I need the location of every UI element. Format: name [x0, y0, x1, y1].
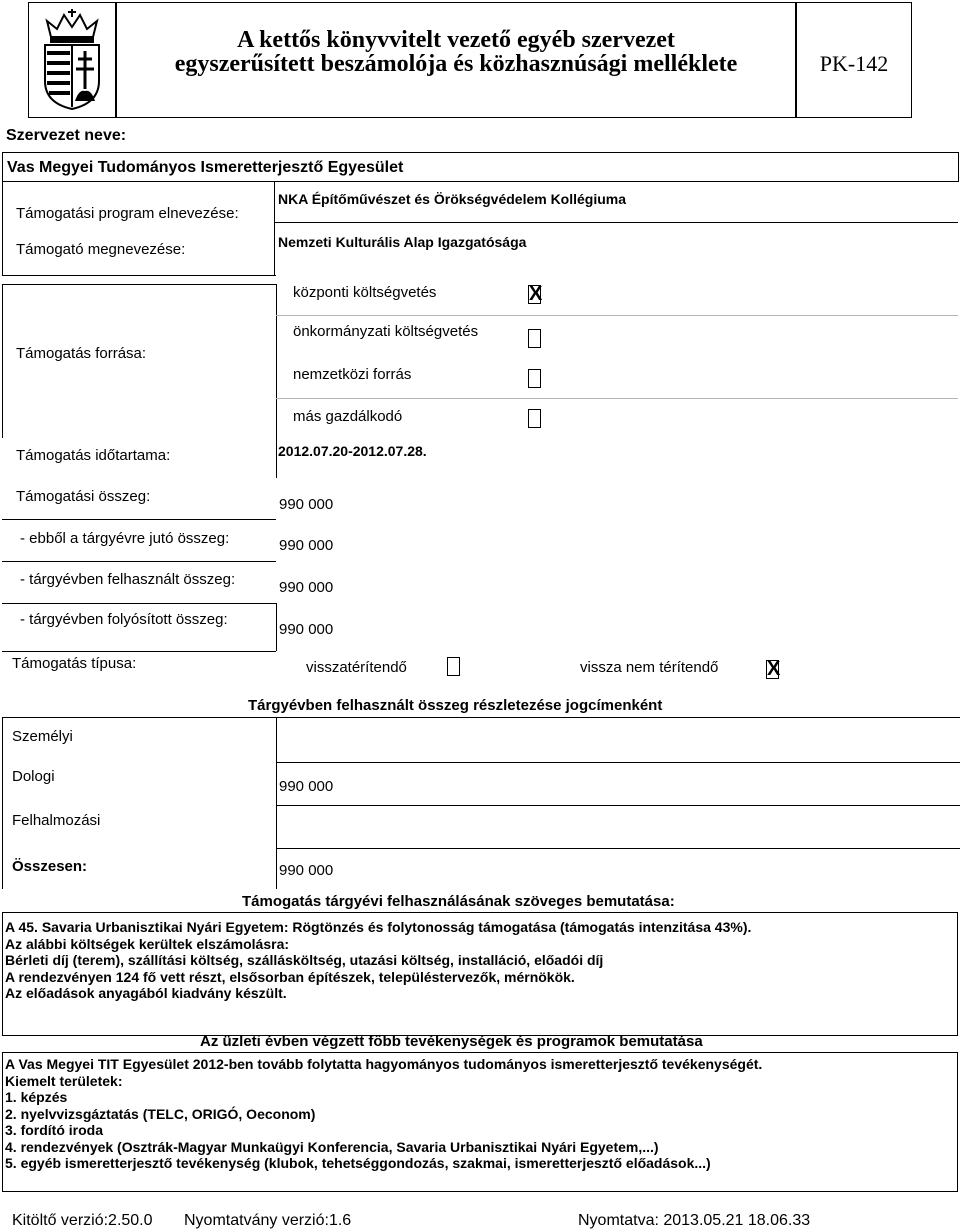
text-line: Az előadások anyagából kiadvány készült.	[5, 985, 287, 1001]
breakdown-total-value: 990 000	[279, 862, 334, 879]
usage-text-heading: Támogatás tárgyévi felhasználásának szöveges bemutatása:	[242, 893, 675, 910]
total-amount-label: Támogatási összeg:	[16, 488, 151, 505]
breakdown-divider	[276, 805, 960, 806]
capital-expense-label: Felhalmozási	[12, 812, 101, 829]
program-divider	[274, 182, 275, 276]
duration-label: Támogatás időtartama:	[16, 447, 171, 464]
non-refundable-checkbox[interactable]	[766, 660, 779, 679]
amounts-divider	[276, 438, 277, 478]
source-option-international-checkbox[interactable]	[528, 369, 541, 388]
form-title-line2: egyszerűsített beszámolója és közhasznúsági melléklete	[174, 51, 738, 77]
activities-text-body	[5, 1056, 762, 1172]
breakdown-divider	[2, 717, 3, 889]
header-code-cell	[796, 2, 912, 118]
source-option-other-business-label: más gazdálkodó	[293, 408, 403, 425]
activities-text-box	[2, 1052, 958, 1192]
usage-text-body	[5, 919, 751, 1002]
total-amount-value: 990 000	[279, 496, 334, 513]
source-divider	[2, 284, 3, 438]
text-line: A Vas Megyei TIT Egyesület 2012-ben tovább folytatta hagyományos tudományos ismeretterjesztő tevékenységét.	[5, 1056, 763, 1072]
footer-print-date: Nyomtatva: 2013.05.21 18.06.33	[578, 1212, 811, 1229]
supporter-value: Nemzeti Kulturális Alap Igazgatósága	[278, 234, 527, 250]
amounts-divider	[2, 519, 276, 520]
footer-filler-version: Kitöltő verzió:2.50.0	[12, 1212, 153, 1229]
program-divider	[2, 182, 3, 276]
program-divider	[2, 275, 276, 276]
used-amount-value: 990 000	[279, 579, 334, 596]
text-line: 3. fordító iroda	[5, 1122, 103, 1138]
program-label: Támogatási program elnevezése:	[16, 205, 239, 222]
breakdown-divider	[276, 762, 960, 763]
support-type-label: Támogatás típusa:	[12, 655, 137, 672]
text-line: Az alábbi költségek kerültek elszámolásra:	[5, 935, 290, 952]
source-option-municipal-label: önkormányzati költségvetés	[293, 323, 479, 340]
source-option-international-label: nemzetközi forrás	[293, 366, 412, 383]
text-line: 2. nyelvvizsgáztatás (TELC, ORIGÓ, Oeconom)	[5, 1105, 316, 1122]
checkbox-x-mark: X	[529, 283, 543, 305]
breakdown-total-label: Összesen:	[12, 858, 88, 875]
amounts-divider	[276, 603, 277, 651]
source-divider	[276, 398, 958, 399]
supporter-label: Támogató megnevezése:	[16, 241, 186, 258]
form-code: PK-142	[819, 51, 889, 76]
source-option-municipal-checkbox[interactable]	[528, 329, 541, 348]
breakdown-divider	[276, 717, 277, 889]
source-option-central-checkbox[interactable]	[528, 285, 541, 304]
coat-of-arms-icon	[37, 7, 107, 111]
breakdown-heading: Tárgyévben felhasznált összeg részletezése jogcímenként	[248, 697, 663, 714]
material-expense-value: 990 000	[279, 778, 334, 795]
header-logo-cell	[28, 2, 116, 118]
duration-value: 2012.07.20-2012.07.28.	[278, 443, 427, 459]
organization-name: Vas Megyei Tudományos Ismeretterjesztő Egyesület	[7, 159, 404, 176]
source-option-central-label: központi költségvetés	[293, 284, 437, 301]
text-line: 5. egyéb ismeretterjesztő tevékenység (klubok, tehetséggondozás, szakmai, ismeretterjesztő előadások...)	[5, 1155, 711, 1171]
text-line: A rendezvényen 124 fő vett részt, elsősorban építészek, településtervezők, mérnökök.	[5, 968, 575, 985]
text-line: Kiemelt területek:	[5, 1072, 123, 1089]
breakdown-divider	[2, 717, 960, 718]
source-divider	[2, 284, 276, 285]
source-divider	[276, 315, 958, 316]
breakdown-divider	[276, 848, 960, 849]
usage-text-box	[2, 912, 958, 1036]
text-line: Bérleti díj (terem), szállítási költség, szállásköltség, utazási költség, installáció, előadói díj	[5, 952, 604, 968]
disbursed-amount-label: - tárgyévben folyósított összeg:	[20, 611, 228, 628]
organization-name-field	[2, 152, 959, 182]
refundable-checkbox[interactable]	[447, 657, 460, 676]
program-value: NKA Építőművészet és Örökségvédelem Kollégiuma	[278, 191, 627, 207]
disbursed-amount-value: 990 000	[279, 621, 334, 638]
checkbox-x-mark: X	[767, 658, 781, 680]
organization-label: Szervezet neve:	[6, 127, 127, 144]
material-expense-label: Dologi	[12, 768, 55, 785]
current-year-amount-value: 990 000	[279, 537, 334, 554]
program-divider	[274, 222, 958, 223]
header-title-cell	[116, 2, 796, 118]
source-label: Támogatás forrása:	[16, 345, 147, 362]
text-line: 1. képzés	[5, 1089, 68, 1105]
source-option-other-business-checkbox[interactable]	[528, 409, 541, 428]
source-divider	[276, 284, 277, 438]
amounts-divider	[2, 651, 276, 652]
footer-form-version: Nyomtatvány verzió:1.6	[184, 1212, 352, 1229]
refundable-label: visszatérítendő	[306, 659, 407, 676]
form-title-line1: A kettős könyvvitelt vezető egyéb szervezet	[237, 27, 675, 53]
text-line: 4. rendezvények (Osztrák-Magyar Munkaügyi Konferencia, Savaria Urbanisztikai Nyári Egyetem,...)	[5, 1138, 659, 1155]
text-line: A 45. Savaria Urbanisztikai Nyári Egyetem: Rögtönzés és folytonosság támogatása (támogatás intenzitása 43%).	[5, 919, 752, 935]
current-year-amount-label: - ebből a tárgyévre jutó összeg:	[20, 530, 230, 547]
amounts-divider	[2, 603, 276, 604]
personal-expense-label: Személyi	[12, 728, 73, 745]
activities-heading: Az üzleti évben végzett főbb tevékenységek és programok bemutatása	[200, 1033, 703, 1050]
used-amount-label: - tárgyévben felhasznált összeg:	[20, 571, 236, 588]
amounts-divider	[2, 561, 276, 562]
non-refundable-label: vissza nem térítendő	[580, 659, 719, 676]
